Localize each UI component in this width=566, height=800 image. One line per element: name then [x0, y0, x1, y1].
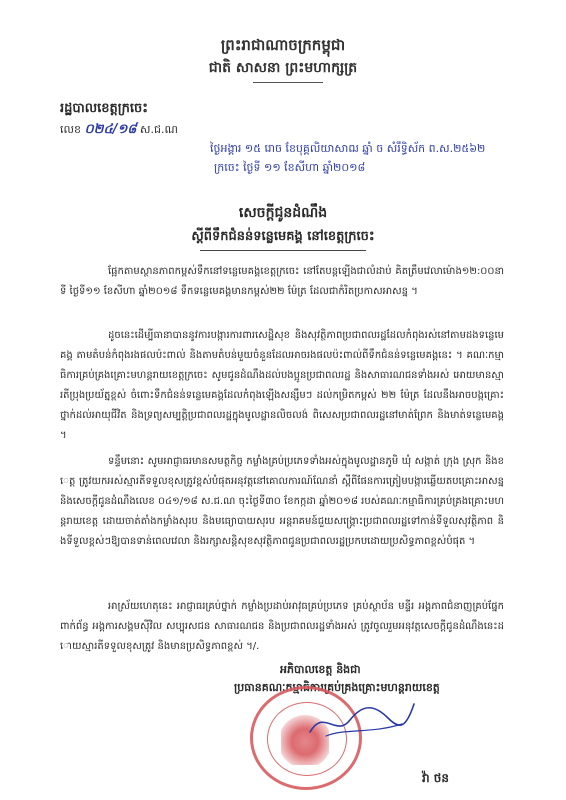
lunar-date: ថ្ងៃអង្គារ ១៥ រោច ខែបុគ្គលិយាសាឍ ឆ្នាំ ច សំរឹទ្ធិស័ក ព.ស.២៥៦២ [210, 142, 486, 155]
title-divider [200, 250, 366, 251]
handwritten-signature [306, 698, 418, 744]
document-subject: ស្តីពីទឹកជំនន់ទន្លេមេគង្គ នៅខេត្តក្រចេះ [191, 229, 375, 244]
document-title: សេចក្តីជូនដំណឹង [238, 205, 328, 221]
paragraph-4: អាស្រ័យហេតុនេះ អាជ្ញាធរគ្រប់ថ្នាក់ កម្លាំងប្រដាប់អាវុធគ្រប់ប្រភេទ គ្រប់ស្ថាប័ន មន្ទីរ អង្គភាពជំនាញគ្រប់ផ្នែកពាក់ព័ន្ធ អង្គការសង្គមស៊ីវិល សប្បុរសជន សាធារណជន និងប្រជាពលរដ្ឋទាំងអស់ ត្រូវចូលរួមអនុវត្តសេចក្តីជូនដំណឹងនេះដោយស្មារតីទទួលខុសត្រូវ និងមានប្រសិទ្ធភាពខ្ពស់ ។/. [60, 601, 504, 652]
paragraph-2: ដូចនេះដើម្បីធានាបាននូវការបង្ការការពារសេដ្ឋិសុខ និងសុវត្ថិភាពប្រជាពលរដ្ឋដែលកំពុងរស់នៅតាមដងទន្លេមេគង្គ តាមតំបន់កំពុងរងផលប៉ះពាល់ និងតាមតំបន់មួយចំនួនដែលអាចរងផលប៉ះពាល់ពីទឹកជំនន់ទន្លេមេគង្គនេះ ។ គណៈកម្មាធិការគ្រប់គ្រងគ្រោះមហន្តរាយខេត្តក្រចេះ សូមជូនដំណឹងដល់បងប្អូនប្រជាពលរដ្ឋ និងសាធារណជនទាំងអស់ អោយមានស្មារតីប្រុងប្រយ័ត្នខ្ពស់ ចំពោះទឹកជំនន់ទន្លេមេគង្គដែលកំពុងឡើងសន្សឹមៗ ដល់កម្រិតកម្ពស់ ២២ ម៉ែត្រ ដែលនឹងអាចបង្កគ្រោះថ្នាក់ដល់អាយុជីវិត និងទ្រព្យសម្បត្តិប្រជាពលរដ្ឋក្នុងមូលដ្ឋានលិចលង់ ពិសេសប្រជាពលរដ្ឋនៅមាត់ព្រែក និងមាត់ទន្លេមេគង្គ ។ [60, 330, 504, 441]
paragraph-3: ទន្ទឹមនោះ សូមអាជ្ញាធរមានសមត្ថកិច្ច កម្លាំងគ្រប់ប្រភេទទាំងអស់ក្នុងមូលដ្ឋានភូមិ ឃុំ សង្កាត់ ក្រុង ស្រុក និងខេត្ត ត្រូវយកអស់ស្មារតីទទួលខុសត្រូវខ្ពស់បំផុតអនុវត្តនៅគោលការណ៍ណែនាំ ស្តីពីផែនការត្រៀមបង្ការឆ្លើយតបគ្រោះអាសន្ន និងសេចក្តីជូនដំណឹងលេខ ០៤១/១៨ ស.ជ.ណ ចុះថ្ងៃទី៣០ ខែកក្កដា ឆ្នាំ២០១៨ របស់គណៈកម្មាធិការគ្រប់គ្រងគ្រោះមហន្តរាយខេត្ត ដោយចាត់តាំងកម្លាំងសុរប និងមធ្យោបាយសុរប អន្តរាគមន៍ជួយសង្គ្រោះប្រជាពលរដ្ឋទៅកាន់ទីទួលសុវត្ថិភាព និងទីទួលខ្ពស់ៗឱ្យបានទាន់ពេលវេលា និងរក្សាសន្តិសុខសុវត្ថិភាពជូនប្រជាពលរដ្ឋប្រកបដោយប្រសិទ្ធភាពខ្ពស់បំផុត ។ [60, 456, 504, 547]
reference-prefix: លេខ [60, 123, 81, 136]
signatory-name: វ៉ា ថន [422, 771, 450, 785]
motto-divider [253, 82, 323, 83]
paragraph-1: ផ្អែកតាមស្ថានភាពកម្ពស់ទឹកនៅទន្លេមេគង្គខេត្តក្រចេះ នៅតែបន្តឡើងជាលំដាប់ គិតត្រឹមវេលាម៉ោង១២:០០នាទី ថ្ងៃទី១១ ខែសីហា ឆ្នាំ២០១៨ ទឹកទន្លេមេគង្គមានកម្ពស់២២ ម៉ែត្រ ដែលជាកំរិតប្រកាសអាសន្ន ។ [60, 266, 504, 297]
reference-handwritten: ០២៤/១៨ [84, 122, 137, 137]
signatory-position: ប្រធានគណៈកម្មាធិការគ្រប់គ្រងគ្រោះមហន្តរាយខេត្ត [234, 681, 440, 694]
issuing-authority: រដ្ឋបាលខេត្តក្រចេះ [60, 101, 148, 116]
signatory-title: អភិបាលខេត្ត និងជា [280, 663, 361, 676]
motto-heading: ជាតិ សាសនា ព្រះមហាក្សត្រ [208, 60, 358, 76]
kingdom-heading: ព្រះរាជាណាចក្រកម្ពុជា [220, 36, 346, 54]
solar-date: ក្រចេះ ថ្ងៃទី ១១ ខែសីហា ឆ្នាំ២០១៨ [214, 161, 366, 174]
reference-number [60, 121, 178, 140]
reference-suffix: ស.ជ.ណ [140, 123, 178, 136]
